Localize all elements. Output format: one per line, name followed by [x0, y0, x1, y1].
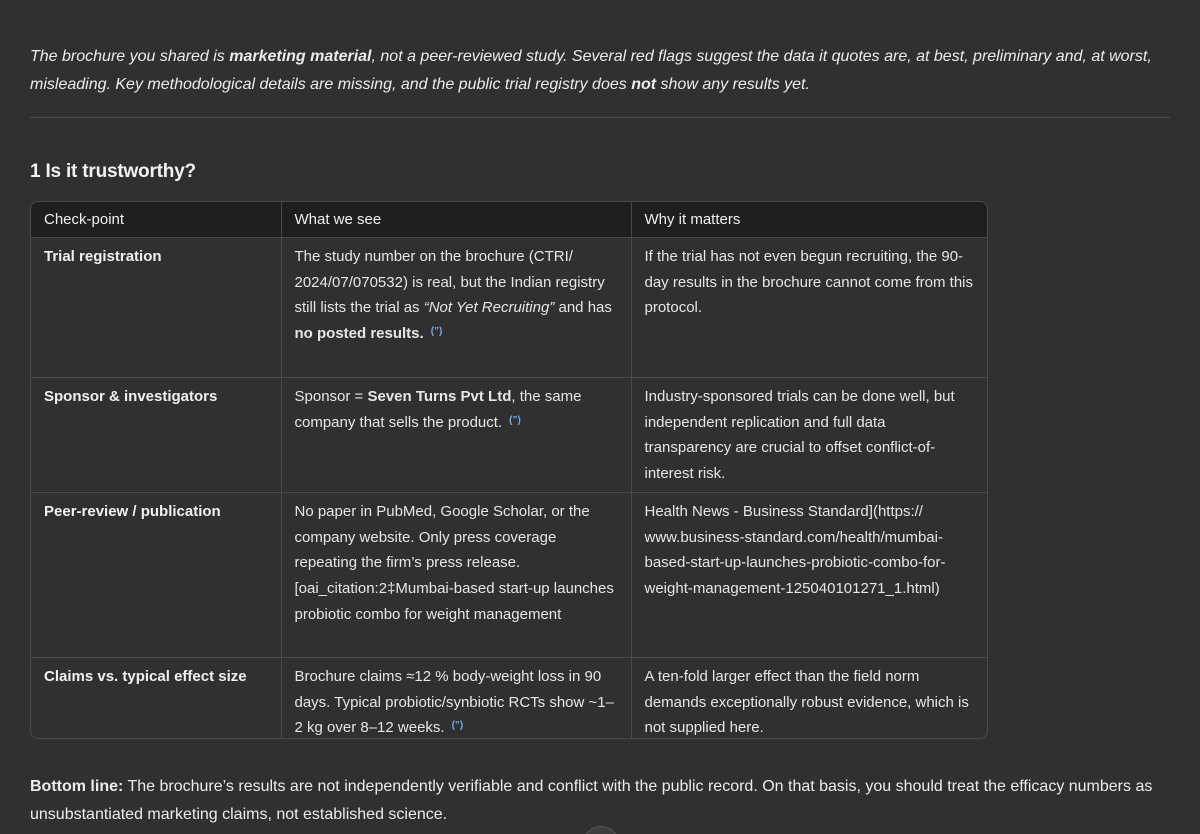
cell-italic-text: “Not Yet Recruiting”	[423, 299, 555, 317]
why-it-matters-cell: Health News - Business Standard](https:// www.business-standard.com/health/mumbai-based-start-up-launches-probiotic-combo-for-weight-management-125040101271_1.html)	[631, 492, 988, 657]
cell-text: , the same company that sells the product.	[294, 388, 582, 431]
what-we-see-cell	[281, 238, 631, 378]
what-we-see-cell	[281, 378, 631, 493]
column-header-why-it-matters: Why it matters	[631, 202, 988, 238]
checkpoint-cell: Claims vs. typical effect size	[31, 657, 281, 739]
intro-bold-text: marketing material	[229, 48, 372, 65]
section-heading: 1 Is it trustworthy?	[30, 161, 196, 182]
bottom-line-paragraph	[30, 773, 1170, 829]
checkpoint-cell: Sponsor & investigators	[31, 378, 281, 493]
table-row	[31, 492, 988, 657]
why-it-matters-cell: Industry-sponsored trials can be done well, but independent replication and full data transparency are crucial to offset conflict-of-interest risk.	[631, 378, 988, 493]
bottom-line-label: Bottom line:	[30, 778, 124, 795]
cell-text: Sponsor =	[294, 388, 368, 405]
table-row	[31, 378, 988, 493]
intro-paragraph	[30, 43, 1170, 99]
cell-text: The study number on the brochure (CTRI/ 2024/07/070532) is real, but the Indian registry still lists the trial as	[294, 248, 605, 317]
cell-bold-text: no posted results	[294, 325, 420, 343]
table-header-row	[31, 202, 988, 238]
column-header-checkpoint: Check-point	[31, 202, 281, 238]
intro-text: , not a peer-reviewed study. Several red flags suggest the data it quotes are, at best, preliminary and, at worst, misleading. Key methodological details are missing, and the public trial registry does	[30, 48, 1152, 93]
citation-icon[interactable]: (”)	[451, 720, 464, 732]
what-we-see-cell: No paper in PubMed, Google Scholar, or the company website. Only press coverage repeating the firm’s press release. [oai_citation:2‡Mumbai-based start-up launches probiotic combo for weight management	[281, 492, 631, 657]
what-we-see-cell	[281, 657, 631, 739]
bottom-line-text: The brochure’s results are not independently verifiable and conflict with the public record. On that basis, you should treat the efficacy numbers as unsubstantiated marketing claims, not established science.	[30, 778, 1153, 823]
checkpoint-cell: Trial registration	[31, 238, 281, 378]
intro-text: show any results yet.	[656, 76, 810, 93]
why-it-matters-cell: If the trial has not even begun recruiting, the 90-day results in the brochure cannot come from this protocol.	[631, 238, 988, 378]
table-row	[31, 657, 988, 739]
cell-bold-text: Seven Turns Pvt Ltd	[367, 388, 512, 405]
checkpoint-cell: Peer-review / publication	[31, 492, 281, 657]
cell-text: Brochure claims ≈12 % body-weight loss in 90 days. Typical probiotic/synbiotic RCTs show ~1–2 kg over 8–12 weeks.	[294, 667, 614, 737]
column-header-what-we-see: What we see	[281, 202, 631, 238]
trust-table	[30, 201, 988, 739]
intro-text: The brochure you shared is	[30, 48, 230, 65]
cell-text: and has	[554, 299, 612, 317]
citation-icon[interactable]: (”)	[509, 414, 521, 426]
why-it-matters-cell: A ten-fold larger effect than the field norm demands exceptionally robust evidence, which is not supplied here.	[644, 667, 969, 737]
divider	[30, 117, 1170, 118]
table-row	[31, 238, 988, 378]
intro-bold-text: not	[631, 76, 657, 93]
cell-text: .	[419, 325, 424, 343]
citation-icon[interactable]: (”)	[430, 326, 443, 338]
